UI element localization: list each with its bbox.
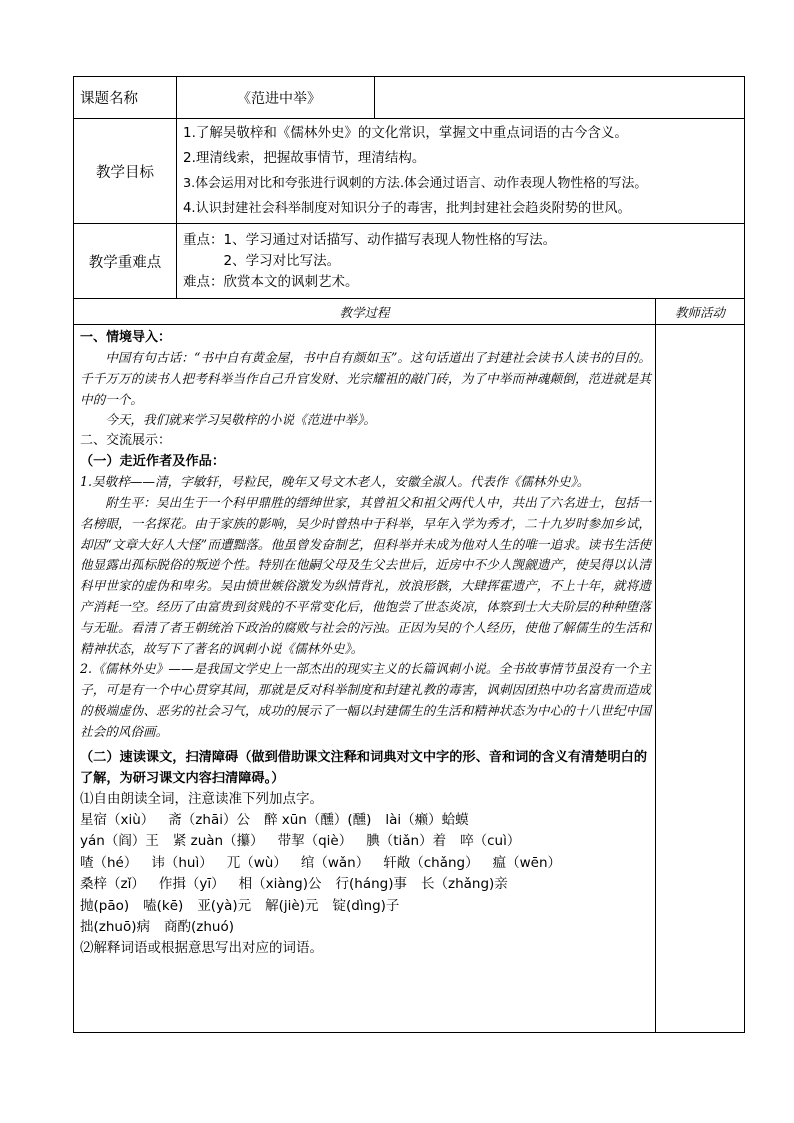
pinyin-line — [80, 874, 651, 895]
pinyin-line — [80, 896, 651, 917]
pinyin-word: 讳（huì） — [151, 854, 213, 871]
pinyin-word: 长（zhǎng)亲 — [421, 876, 508, 893]
pinyin-word: 星宿（xiù） — [80, 811, 155, 828]
objective-item: 4.认识封建社会科举制度对知识分子的毒害，批判封建社会趋炎附势的世风。 — [183, 201, 631, 216]
pinyin-word: 醉 xūn（醺）(醺) — [263, 811, 372, 828]
pinyin-list — [80, 810, 651, 938]
lesson-plan-table — [73, 76, 745, 1033]
pinyin-line — [80, 831, 651, 852]
teacher-activity-cell — [656, 325, 745, 1033]
share-heading: 二、交流展示： — [80, 433, 172, 449]
objective-item: 1.了解吴敬梓和《儒林外史》的文化常识，掌握文中重点词语的古今含义。 — [183, 125, 628, 141]
objective-item: 3.体会运用对比和夸张进行讽刺的方法.体会通过语言、动作表现人物性格的写法。 — [183, 176, 648, 191]
step-two: ⑵解释词语或根据意思写出对应的词语。 — [80, 940, 323, 957]
pinyin-word: 轩敞（chǎng） — [383, 854, 479, 871]
process-header-row — [74, 299, 745, 325]
objectives-content — [177, 119, 745, 224]
pinyin-word: 紧 zuàn（攥） — [172, 833, 264, 850]
pinyin-word: 行(háng)事 — [335, 876, 407, 893]
intro-paragraph: 今天，我们就来学习吴敬梓的小说《范进中举》。 — [105, 412, 376, 428]
book-paragraph: 2.《儒林外史》——是我国文学史上一部杰出的现实主义的长篇讽刺小说。全书故事情节虽没有一个主子，可是有一个中心贯穿其间，那就是反对科举制度和封建礼教的毒害，讽刺因团热中功名富贵而造成的极端虚伪、恶劣的社会习气，成功的展示了一幅以封建儒生的生活和精神状态为中心的十八世纪中国社会的风俗画。 — [80, 661, 651, 739]
pinyin-word: 兀（wù） — [226, 854, 287, 871]
pinyin-word: 喳（hé） — [80, 854, 138, 871]
pinyin-word: 绾（wǎn） — [300, 854, 370, 871]
pinyin-word: 啐（cuì） — [460, 833, 521, 850]
pinyin-word: 嗑(kē) — [143, 897, 184, 914]
title-row — [74, 77, 745, 119]
process-content — [74, 325, 656, 1033]
pinyin-word: lài（癞）蛤蟆 — [385, 811, 469, 828]
pinyin-word: 作揖（yī） — [158, 876, 225, 893]
process-header: 教学过程 — [74, 299, 656, 325]
pinyin-word: 腆（tiǎn）着 — [366, 833, 447, 850]
pinyin-word: 解(jiè)元 — [265, 897, 319, 914]
step-one: ⑴自由朗读全词，注意读准下列加点字。 — [80, 790, 323, 807]
title-label: 课题名称 — [74, 77, 177, 119]
pinyin-line — [80, 853, 651, 874]
pinyin-word: 带挈（qiè） — [277, 833, 353, 850]
teacher-activity-header: 教师活动 — [656, 299, 745, 325]
title-value: 《范进中举》 — [177, 77, 375, 119]
pinyin-word: 拙(zhuō)病 — [80, 918, 150, 935]
intro-paragraph: 中国有句古话：“书中自有黄金屋，书中自有颜如玉”。这句话道出了封建社会读书人读书的目的。千千万万的读书人把考科举当作自己升官发财、光宗耀祖的敲门砖，为了中举而神魂颠倒，范进就是其中的一个。 — [80, 350, 651, 407]
focus-line: 难点：欣赏本文的讽刺艺术。 — [183, 273, 359, 290]
focus-row — [74, 224, 745, 299]
focus-content — [177, 224, 745, 299]
objectives-row — [74, 119, 745, 224]
intro-heading: 一、情境导入： — [80, 330, 172, 345]
pinyin-word: yán（阎）王 — [80, 833, 159, 850]
author-heading: （一）走近作者及作品： — [80, 454, 226, 470]
pinyin-line — [80, 917, 651, 938]
focus-label: 教学重难点 — [74, 224, 177, 299]
pinyin-word: 商酌(zhuó) — [164, 918, 234, 935]
title-empty-cell — [375, 77, 745, 119]
pinyin-word: 斋（zhāi）公 — [168, 811, 250, 828]
author-paragraph: 1.吴敬梓——清，字敏轩，号粒民，晚年又号文木老人，安徽全淑人。代表作《儒林外史》。 — [80, 474, 590, 490]
process-content-row — [74, 325, 745, 1033]
pinyin-word: 亚(yà)元 — [197, 897, 252, 914]
biography-paragraph: 附生平：吴出生于一个科甲鼎胜的缙绅世家，其曾祖父和祖父两代人中，共出了六名进士，包括一名榜眼，一名探花。由于家族的影响，吴少时曾热中于科举，早年入学为秀才，二十九岁时参加乡试，却因“文章大好人大怪”而遭黜落。他虽曾发奋制艺，但科举并未成为他对人生的唯一追求。读书生活使他显露出孤标脱俗的叛逆个性。特别在他嗣父母及生父去世后，近房中不少人觊觎遗产，使吴得以认清科甲世家的虚伪和卑劣。吴由愤世嫉俗激发为纵情背礼，放浪形骸，大肆挥霍遗产，不上十年，就将遗产消耗一空。经历了由富贵到贫贱的不平常变化后，他饱尝了世态炎凉，体察到士大夫阶层的种种堕落与无耻。看清了者王朝统治下政治的腐败与社会的污浊。正因为吴的个人经历，使他了解儒生的生活和精神状态，故写下了著名的讽刺小说《儒林外史》。 — [80, 494, 651, 656]
pinyin-word: 瘟（wēn） — [492, 854, 562, 871]
objective-item: 2.理清线索，把握故事情节，理清结构。 — [183, 150, 426, 166]
focus-line: 2、学习对比写法。 — [183, 252, 341, 269]
pinyin-word: 锭(dìng)子 — [332, 897, 400, 914]
focus-line: 重点：1、学习通过对话描写、动作描写表现人物性格的写法。 — [183, 231, 557, 248]
pinyin-word: 相（xiàng)公 — [238, 876, 322, 893]
lesson-plan-page — [73, 76, 744, 1033]
pinyin-word: 桑梓（zǐ） — [80, 876, 145, 893]
reading-heading: （二）速读课文，扫清障碍（做到借助课文注释和词典对文中字的形、音和词的含义有清楚明白的了解，为研习课文内容扫清障碍。） — [80, 749, 648, 786]
objectives-label: 教学目标 — [74, 119, 177, 224]
pinyin-line — [80, 810, 651, 831]
pinyin-word: 抛(pāo) — [80, 897, 130, 914]
